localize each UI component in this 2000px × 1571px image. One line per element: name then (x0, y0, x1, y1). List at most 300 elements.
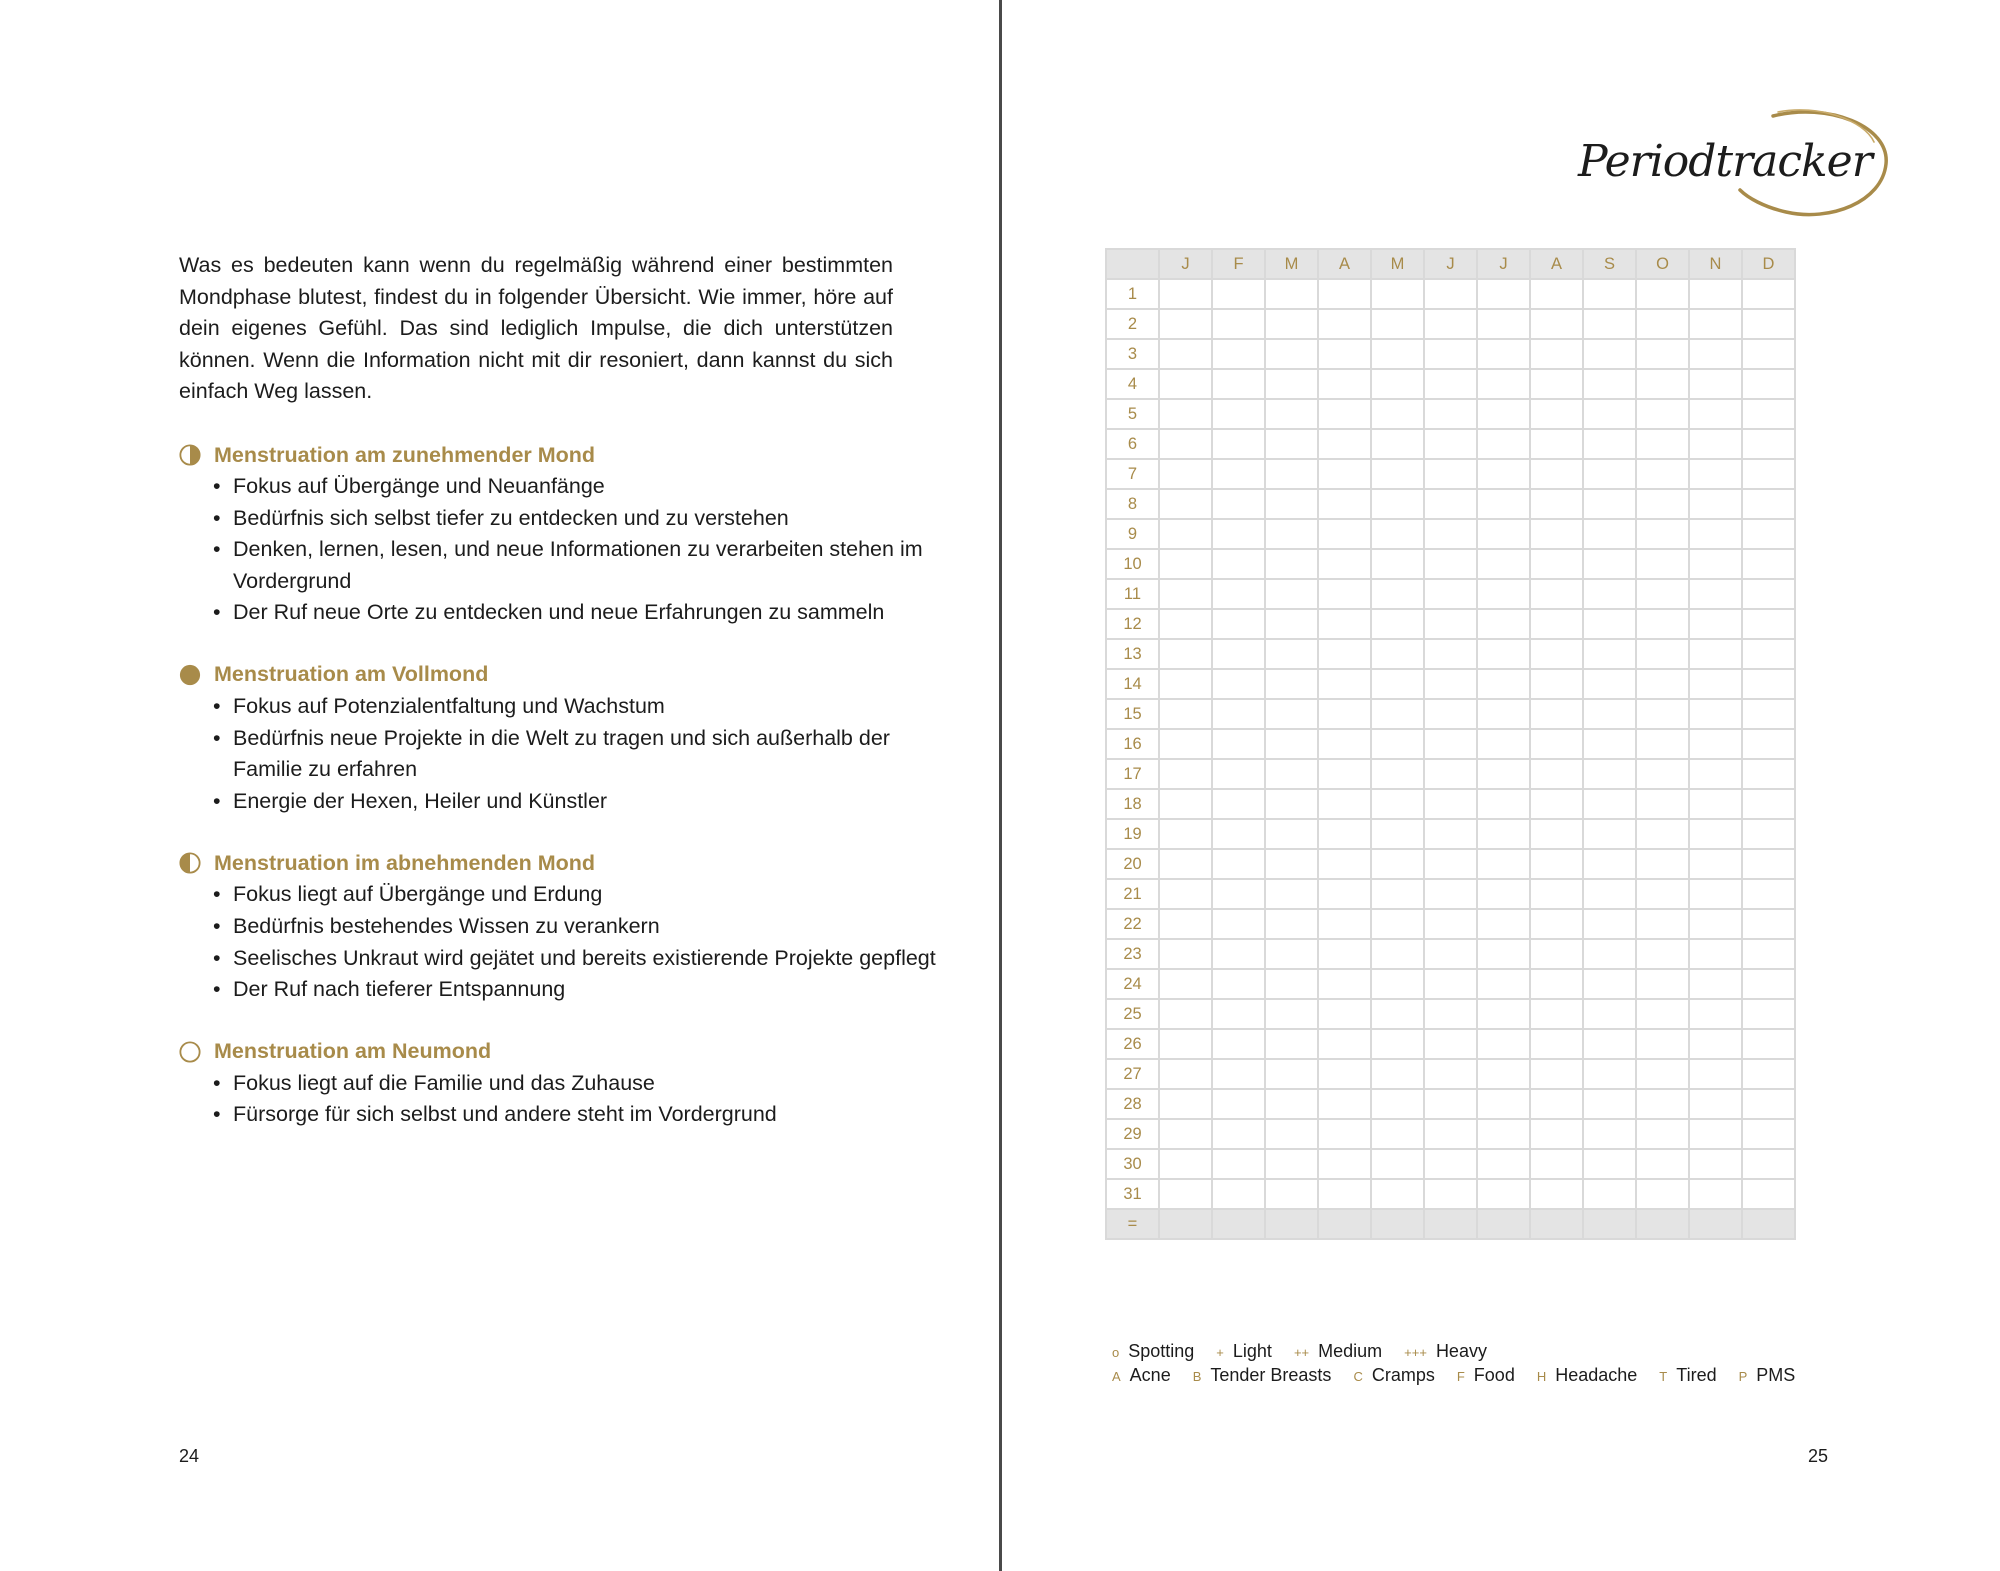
tracker-cell[interactable] (1636, 819, 1689, 849)
tracker-cell[interactable] (1689, 1089, 1742, 1119)
tracker-cell[interactable] (1424, 1059, 1477, 1089)
tracker-cell[interactable] (1530, 579, 1583, 609)
tracker-cell[interactable] (1636, 699, 1689, 729)
tracker-cell[interactable] (1530, 609, 1583, 639)
tracker-cell[interactable] (1477, 429, 1530, 459)
tracker-cell[interactable] (1371, 999, 1424, 1029)
tracker-cell[interactable] (1583, 969, 1636, 999)
tracker-cell[interactable] (1689, 429, 1742, 459)
tracker-cell[interactable] (1212, 429, 1265, 459)
tracker-cell[interactable] (1424, 849, 1477, 879)
tracker-cell[interactable] (1477, 279, 1530, 309)
tracker-cell[interactable] (1424, 819, 1477, 849)
tracker-cell[interactable] (1212, 369, 1265, 399)
tracker-cell[interactable] (1477, 699, 1530, 729)
tracker-cell[interactable] (1159, 789, 1212, 819)
tracker-cell[interactable] (1371, 1119, 1424, 1149)
tracker-cell[interactable] (1424, 909, 1477, 939)
tracker-cell[interactable] (1636, 549, 1689, 579)
tracker-cell[interactable] (1371, 669, 1424, 699)
tracker-cell[interactable] (1371, 939, 1424, 969)
tracker-cell[interactable] (1583, 1209, 1636, 1239)
tracker-cell[interactable] (1636, 519, 1689, 549)
tracker-cell[interactable] (1689, 669, 1742, 699)
tracker-cell[interactable] (1530, 1179, 1583, 1209)
tracker-cell[interactable] (1636, 1179, 1689, 1209)
tracker-cell[interactable] (1371, 429, 1424, 459)
tracker-cell[interactable] (1424, 579, 1477, 609)
tracker-cell[interactable] (1583, 1119, 1636, 1149)
tracker-cell[interactable] (1424, 429, 1477, 459)
tracker-cell[interactable] (1742, 1089, 1795, 1119)
tracker-cell[interactable] (1265, 909, 1318, 939)
tracker-cell[interactable] (1742, 369, 1795, 399)
tracker-cell[interactable] (1265, 399, 1318, 429)
tracker-cell[interactable] (1265, 309, 1318, 339)
tracker-cell[interactable] (1742, 309, 1795, 339)
tracker-cell[interactable] (1477, 339, 1530, 369)
tracker-cell[interactable] (1424, 729, 1477, 759)
tracker-cell[interactable] (1265, 879, 1318, 909)
tracker-cell[interactable] (1477, 579, 1530, 609)
tracker-cell[interactable] (1530, 519, 1583, 549)
tracker-cell[interactable] (1265, 369, 1318, 399)
tracker-cell[interactable] (1742, 339, 1795, 369)
tracker-cell[interactable] (1636, 789, 1689, 819)
tracker-cell[interactable] (1265, 579, 1318, 609)
tracker-cell[interactable] (1530, 339, 1583, 369)
tracker-cell[interactable] (1159, 519, 1212, 549)
tracker-cell[interactable] (1318, 939, 1371, 969)
tracker-cell[interactable] (1318, 1029, 1371, 1059)
tracker-cell[interactable] (1424, 999, 1477, 1029)
tracker-cell[interactable] (1318, 819, 1371, 849)
tracker-cell[interactable] (1212, 669, 1265, 699)
tracker-cell[interactable] (1689, 699, 1742, 729)
tracker-cell[interactable] (1689, 639, 1742, 669)
tracker-cell[interactable] (1424, 1119, 1477, 1149)
tracker-cell[interactable] (1212, 1029, 1265, 1059)
tracker-cell[interactable] (1689, 1179, 1742, 1209)
tracker-cell[interactable] (1265, 819, 1318, 849)
tracker-cell[interactable] (1371, 279, 1424, 309)
tracker-cell[interactable] (1689, 909, 1742, 939)
tracker-cell[interactable] (1636, 489, 1689, 519)
tracker-cell[interactable] (1742, 429, 1795, 459)
tracker-cell[interactable] (1636, 1089, 1689, 1119)
tracker-cell[interactable] (1636, 369, 1689, 399)
tracker-cell[interactable] (1530, 909, 1583, 939)
tracker-cell[interactable] (1530, 1209, 1583, 1239)
tracker-cell[interactable] (1530, 1119, 1583, 1149)
tracker-cell[interactable] (1742, 759, 1795, 789)
tracker-cell[interactable] (1583, 579, 1636, 609)
tracker-cell[interactable] (1318, 309, 1371, 339)
tracker-cell[interactable] (1477, 609, 1530, 639)
tracker-cell[interactable] (1371, 1179, 1424, 1209)
tracker-cell[interactable] (1742, 879, 1795, 909)
tracker-cell[interactable] (1212, 339, 1265, 369)
tracker-cell[interactable] (1477, 309, 1530, 339)
tracker-cell[interactable] (1371, 309, 1424, 339)
tracker-cell[interactable] (1530, 1149, 1583, 1179)
tracker-cell[interactable] (1212, 579, 1265, 609)
tracker-cell[interactable] (1159, 549, 1212, 579)
tracker-cell[interactable] (1212, 549, 1265, 579)
tracker-cell[interactable] (1371, 1089, 1424, 1119)
tracker-cell[interactable] (1371, 639, 1424, 669)
tracker-cell[interactable] (1159, 849, 1212, 879)
tracker-cell[interactable] (1159, 279, 1212, 309)
tracker-cell[interactable] (1159, 759, 1212, 789)
tracker-cell[interactable] (1424, 1209, 1477, 1239)
tracker-cell[interactable] (1159, 879, 1212, 909)
tracker-cell[interactable] (1477, 729, 1530, 759)
tracker-cell[interactable] (1742, 849, 1795, 879)
tracker-cell[interactable] (1371, 1209, 1424, 1239)
tracker-cell[interactable] (1636, 399, 1689, 429)
tracker-cell[interactable] (1689, 369, 1742, 399)
tracker-cell[interactable] (1530, 399, 1583, 429)
tracker-cell[interactable] (1689, 549, 1742, 579)
tracker-cell[interactable] (1477, 849, 1530, 879)
tracker-cell[interactable] (1212, 1209, 1265, 1239)
tracker-cell[interactable] (1159, 1029, 1212, 1059)
tracker-cell[interactable] (1742, 1149, 1795, 1179)
tracker-cell[interactable] (1424, 459, 1477, 489)
tracker-cell[interactable] (1636, 339, 1689, 369)
tracker-cell[interactable] (1371, 369, 1424, 399)
tracker-cell[interactable] (1371, 729, 1424, 759)
tracker-cell[interactable] (1424, 639, 1477, 669)
tracker-cell[interactable] (1212, 729, 1265, 759)
tracker-cell[interactable] (1583, 609, 1636, 639)
tracker-cell[interactable] (1318, 549, 1371, 579)
tracker-cell[interactable] (1689, 489, 1742, 519)
tracker-cell[interactable] (1477, 819, 1530, 849)
tracker-cell[interactable] (1318, 429, 1371, 459)
tracker-cell[interactable] (1689, 789, 1742, 819)
tracker-cell[interactable] (1371, 459, 1424, 489)
tracker-cell[interactable] (1265, 609, 1318, 639)
tracker-cell[interactable] (1636, 579, 1689, 609)
tracker-cell[interactable] (1265, 699, 1318, 729)
tracker-cell[interactable] (1424, 279, 1477, 309)
tracker-cell[interactable] (1318, 669, 1371, 699)
tracker-cell[interactable] (1583, 789, 1636, 819)
tracker-cell[interactable] (1689, 1059, 1742, 1089)
tracker-cell[interactable] (1530, 459, 1583, 489)
tracker-cell[interactable] (1318, 339, 1371, 369)
tracker-cell[interactable] (1424, 339, 1477, 369)
tracker-cell[interactable] (1530, 789, 1583, 819)
tracker-cell[interactable] (1159, 819, 1212, 849)
tracker-cell[interactable] (1212, 939, 1265, 969)
tracker-cell[interactable] (1371, 1149, 1424, 1179)
tracker-cell[interactable] (1689, 1149, 1742, 1179)
tracker-cell[interactable] (1636, 609, 1689, 639)
tracker-cell[interactable] (1318, 639, 1371, 669)
tracker-cell[interactable] (1689, 759, 1742, 789)
tracker-cell[interactable] (1583, 429, 1636, 459)
tracker-cell[interactable] (1424, 939, 1477, 969)
tracker-cell[interactable] (1742, 729, 1795, 759)
tracker-cell[interactable] (1636, 849, 1689, 879)
tracker-cell[interactable] (1689, 459, 1742, 489)
tracker-cell[interactable] (1371, 399, 1424, 429)
tracker-cell[interactable] (1583, 369, 1636, 399)
tracker-cell[interactable] (1371, 489, 1424, 519)
tracker-cell[interactable] (1636, 669, 1689, 699)
tracker-cell[interactable] (1742, 609, 1795, 639)
tracker-cell[interactable] (1265, 489, 1318, 519)
tracker-cell[interactable] (1159, 369, 1212, 399)
tracker-cell[interactable] (1371, 699, 1424, 729)
tracker-cell[interactable] (1477, 1149, 1530, 1179)
tracker-cell[interactable] (1742, 399, 1795, 429)
tracker-cell[interactable] (1742, 579, 1795, 609)
tracker-cell[interactable] (1530, 429, 1583, 459)
tracker-cell[interactable] (1742, 459, 1795, 489)
tracker-cell[interactable] (1636, 1059, 1689, 1089)
tracker-cell[interactable] (1318, 1089, 1371, 1119)
tracker-cell[interactable] (1636, 309, 1689, 339)
tracker-cell[interactable] (1265, 429, 1318, 459)
tracker-cell[interactable] (1530, 669, 1583, 699)
tracker-cell[interactable] (1583, 879, 1636, 909)
tracker-cell[interactable] (1530, 1029, 1583, 1059)
tracker-cell[interactable] (1424, 1029, 1477, 1059)
tracker-cell[interactable] (1583, 639, 1636, 669)
tracker-cell[interactable] (1265, 729, 1318, 759)
tracker-cell[interactable] (1318, 1059, 1371, 1089)
tracker-cell[interactable] (1742, 909, 1795, 939)
tracker-cell[interactable] (1742, 549, 1795, 579)
tracker-cell[interactable] (1583, 849, 1636, 879)
tracker-cell[interactable] (1742, 1029, 1795, 1059)
tracker-cell[interactable] (1424, 669, 1477, 699)
tracker-cell[interactable] (1689, 339, 1742, 369)
tracker-cell[interactable] (1689, 999, 1742, 1029)
tracker-cell[interactable] (1159, 309, 1212, 339)
tracker-cell[interactable] (1212, 819, 1265, 849)
tracker-cell[interactable] (1477, 909, 1530, 939)
tracker-cell[interactable] (1212, 309, 1265, 339)
tracker-cell[interactable] (1212, 1059, 1265, 1089)
tracker-cell[interactable] (1477, 639, 1530, 669)
tracker-cell[interactable] (1424, 759, 1477, 789)
tracker-cell[interactable] (1583, 909, 1636, 939)
tracker-cell[interactable] (1530, 549, 1583, 579)
tracker-cell[interactable] (1477, 1209, 1530, 1239)
tracker-cell[interactable] (1477, 1119, 1530, 1149)
tracker-cell[interactable] (1742, 699, 1795, 729)
tracker-cell[interactable] (1583, 999, 1636, 1029)
tracker-cell[interactable] (1159, 1059, 1212, 1089)
tracker-cell[interactable] (1212, 699, 1265, 729)
tracker-cell[interactable] (1265, 519, 1318, 549)
tracker-cell[interactable] (1583, 1149, 1636, 1179)
tracker-cell[interactable] (1371, 879, 1424, 909)
tracker-cell[interactable] (1265, 789, 1318, 819)
tracker-cell[interactable] (1742, 939, 1795, 969)
tracker-cell[interactable] (1689, 519, 1742, 549)
tracker-cell[interactable] (1477, 459, 1530, 489)
tracker-cell[interactable] (1689, 399, 1742, 429)
tracker-cell[interactable] (1530, 369, 1583, 399)
tracker-cell[interactable] (1318, 999, 1371, 1029)
tracker-cell[interactable] (1583, 669, 1636, 699)
tracker-cell[interactable] (1583, 519, 1636, 549)
tracker-cell[interactable] (1371, 1059, 1424, 1089)
tracker-cell[interactable] (1689, 609, 1742, 639)
tracker-cell[interactable] (1424, 879, 1477, 909)
tracker-cell[interactable] (1318, 609, 1371, 639)
tracker-cell[interactable] (1477, 999, 1530, 1029)
tracker-cell[interactable] (1477, 369, 1530, 399)
tracker-cell[interactable] (1530, 939, 1583, 969)
tracker-cell[interactable] (1318, 1209, 1371, 1239)
tracker-cell[interactable] (1424, 609, 1477, 639)
tracker-cell[interactable] (1212, 1179, 1265, 1209)
tracker-cell[interactable] (1265, 459, 1318, 489)
tracker-cell[interactable] (1212, 999, 1265, 1029)
tracker-cell[interactable] (1477, 1029, 1530, 1059)
tracker-cell[interactable] (1159, 1119, 1212, 1149)
tracker-cell[interactable] (1318, 909, 1371, 939)
tracker-cell[interactable] (1583, 1089, 1636, 1119)
tracker-cell[interactable] (1636, 639, 1689, 669)
tracker-cell[interactable] (1371, 519, 1424, 549)
tracker-cell[interactable] (1583, 1059, 1636, 1089)
tracker-cell[interactable] (1318, 369, 1371, 399)
tracker-cell[interactable] (1636, 939, 1689, 969)
tracker-cell[interactable] (1689, 1029, 1742, 1059)
tracker-cell[interactable] (1530, 849, 1583, 879)
tracker-cell[interactable] (1265, 639, 1318, 669)
tracker-cell[interactable] (1212, 609, 1265, 639)
tracker-cell[interactable] (1212, 879, 1265, 909)
tracker-cell[interactable] (1583, 399, 1636, 429)
tracker-cell[interactable] (1530, 1089, 1583, 1119)
tracker-cell[interactable] (1477, 1059, 1530, 1089)
tracker-cell[interactable] (1530, 279, 1583, 309)
tracker-cell[interactable] (1583, 759, 1636, 789)
tracker-cell[interactable] (1424, 1089, 1477, 1119)
tracker-cell[interactable] (1265, 1179, 1318, 1209)
tracker-cell[interactable] (1159, 1089, 1212, 1119)
tracker-cell[interactable] (1424, 519, 1477, 549)
tracker-cell[interactable] (1742, 1059, 1795, 1089)
tracker-cell[interactable] (1212, 279, 1265, 309)
tracker-cell[interactable] (1636, 909, 1689, 939)
tracker-cell[interactable] (1159, 999, 1212, 1029)
tracker-cell[interactable] (1583, 1029, 1636, 1059)
tracker-cell[interactable] (1477, 1089, 1530, 1119)
tracker-cell[interactable] (1318, 459, 1371, 489)
tracker-cell[interactable] (1477, 519, 1530, 549)
tracker-cell[interactable] (1689, 1209, 1742, 1239)
tracker-cell[interactable] (1530, 759, 1583, 789)
tracker-cell[interactable] (1159, 609, 1212, 639)
tracker-cell[interactable] (1318, 699, 1371, 729)
tracker-cell[interactable] (1371, 549, 1424, 579)
tracker-cell[interactable] (1636, 279, 1689, 309)
tracker-cell[interactable] (1583, 819, 1636, 849)
tracker-cell[interactable] (1265, 939, 1318, 969)
tracker-cell[interactable] (1159, 459, 1212, 489)
tracker-cell[interactable] (1212, 759, 1265, 789)
tracker-cell[interactable] (1265, 1119, 1318, 1149)
tracker-cell[interactable] (1212, 969, 1265, 999)
tracker-cell[interactable] (1371, 759, 1424, 789)
tracker-cell[interactable] (1477, 1179, 1530, 1209)
tracker-cell[interactable] (1530, 309, 1583, 339)
tracker-cell[interactable] (1159, 909, 1212, 939)
tracker-cell[interactable] (1742, 1119, 1795, 1149)
tracker-cell[interactable] (1159, 1179, 1212, 1209)
tracker-cell[interactable] (1636, 1149, 1689, 1179)
tracker-cell[interactable] (1530, 819, 1583, 849)
tracker-cell[interactable] (1424, 399, 1477, 429)
tracker-cell[interactable] (1371, 789, 1424, 819)
tracker-cell[interactable] (1159, 729, 1212, 759)
tracker-cell[interactable] (1371, 849, 1424, 879)
tracker-cell[interactable] (1689, 819, 1742, 849)
tracker-cell[interactable] (1742, 669, 1795, 699)
tracker-cell[interactable] (1159, 429, 1212, 459)
tracker-cell[interactable] (1212, 1119, 1265, 1149)
tracker-cell[interactable] (1424, 549, 1477, 579)
tracker-cell[interactable] (1530, 699, 1583, 729)
tracker-cell[interactable] (1530, 729, 1583, 759)
tracker-cell[interactable] (1159, 1149, 1212, 1179)
tracker-cell[interactable] (1477, 759, 1530, 789)
tracker-cell[interactable] (1212, 489, 1265, 519)
tracker-cell[interactable] (1371, 339, 1424, 369)
tracker-cell[interactable] (1583, 939, 1636, 969)
tracker-cell[interactable] (1636, 1029, 1689, 1059)
tracker-cell[interactable] (1477, 489, 1530, 519)
tracker-cell[interactable] (1318, 1179, 1371, 1209)
tracker-cell[interactable] (1477, 399, 1530, 429)
tracker-cell[interactable] (1212, 639, 1265, 669)
tracker-cell[interactable] (1636, 459, 1689, 489)
tracker-cell[interactable] (1636, 879, 1689, 909)
tracker-cell[interactable] (1159, 399, 1212, 429)
tracker-cell[interactable] (1689, 1119, 1742, 1149)
tracker-cell[interactable] (1265, 1149, 1318, 1179)
tracker-cell[interactable] (1159, 639, 1212, 669)
tracker-cell[interactable] (1265, 1029, 1318, 1059)
tracker-cell[interactable] (1742, 519, 1795, 549)
tracker-cell[interactable] (1742, 1179, 1795, 1209)
tracker-cell[interactable] (1742, 1209, 1795, 1239)
tracker-cell[interactable] (1159, 489, 1212, 519)
tracker-cell[interactable] (1583, 549, 1636, 579)
tracker-cell[interactable] (1742, 819, 1795, 849)
tracker-cell[interactable] (1159, 579, 1212, 609)
tracker-cell[interactable] (1318, 1119, 1371, 1149)
tracker-cell[interactable] (1265, 969, 1318, 999)
tracker-cell[interactable] (1530, 879, 1583, 909)
tracker-cell[interactable] (1318, 519, 1371, 549)
tracker-cell[interactable] (1212, 849, 1265, 879)
tracker-cell[interactable] (1265, 549, 1318, 579)
tracker-cell[interactable] (1689, 729, 1742, 759)
tracker-cell[interactable] (1742, 279, 1795, 309)
tracker-cell[interactable] (1583, 1179, 1636, 1209)
